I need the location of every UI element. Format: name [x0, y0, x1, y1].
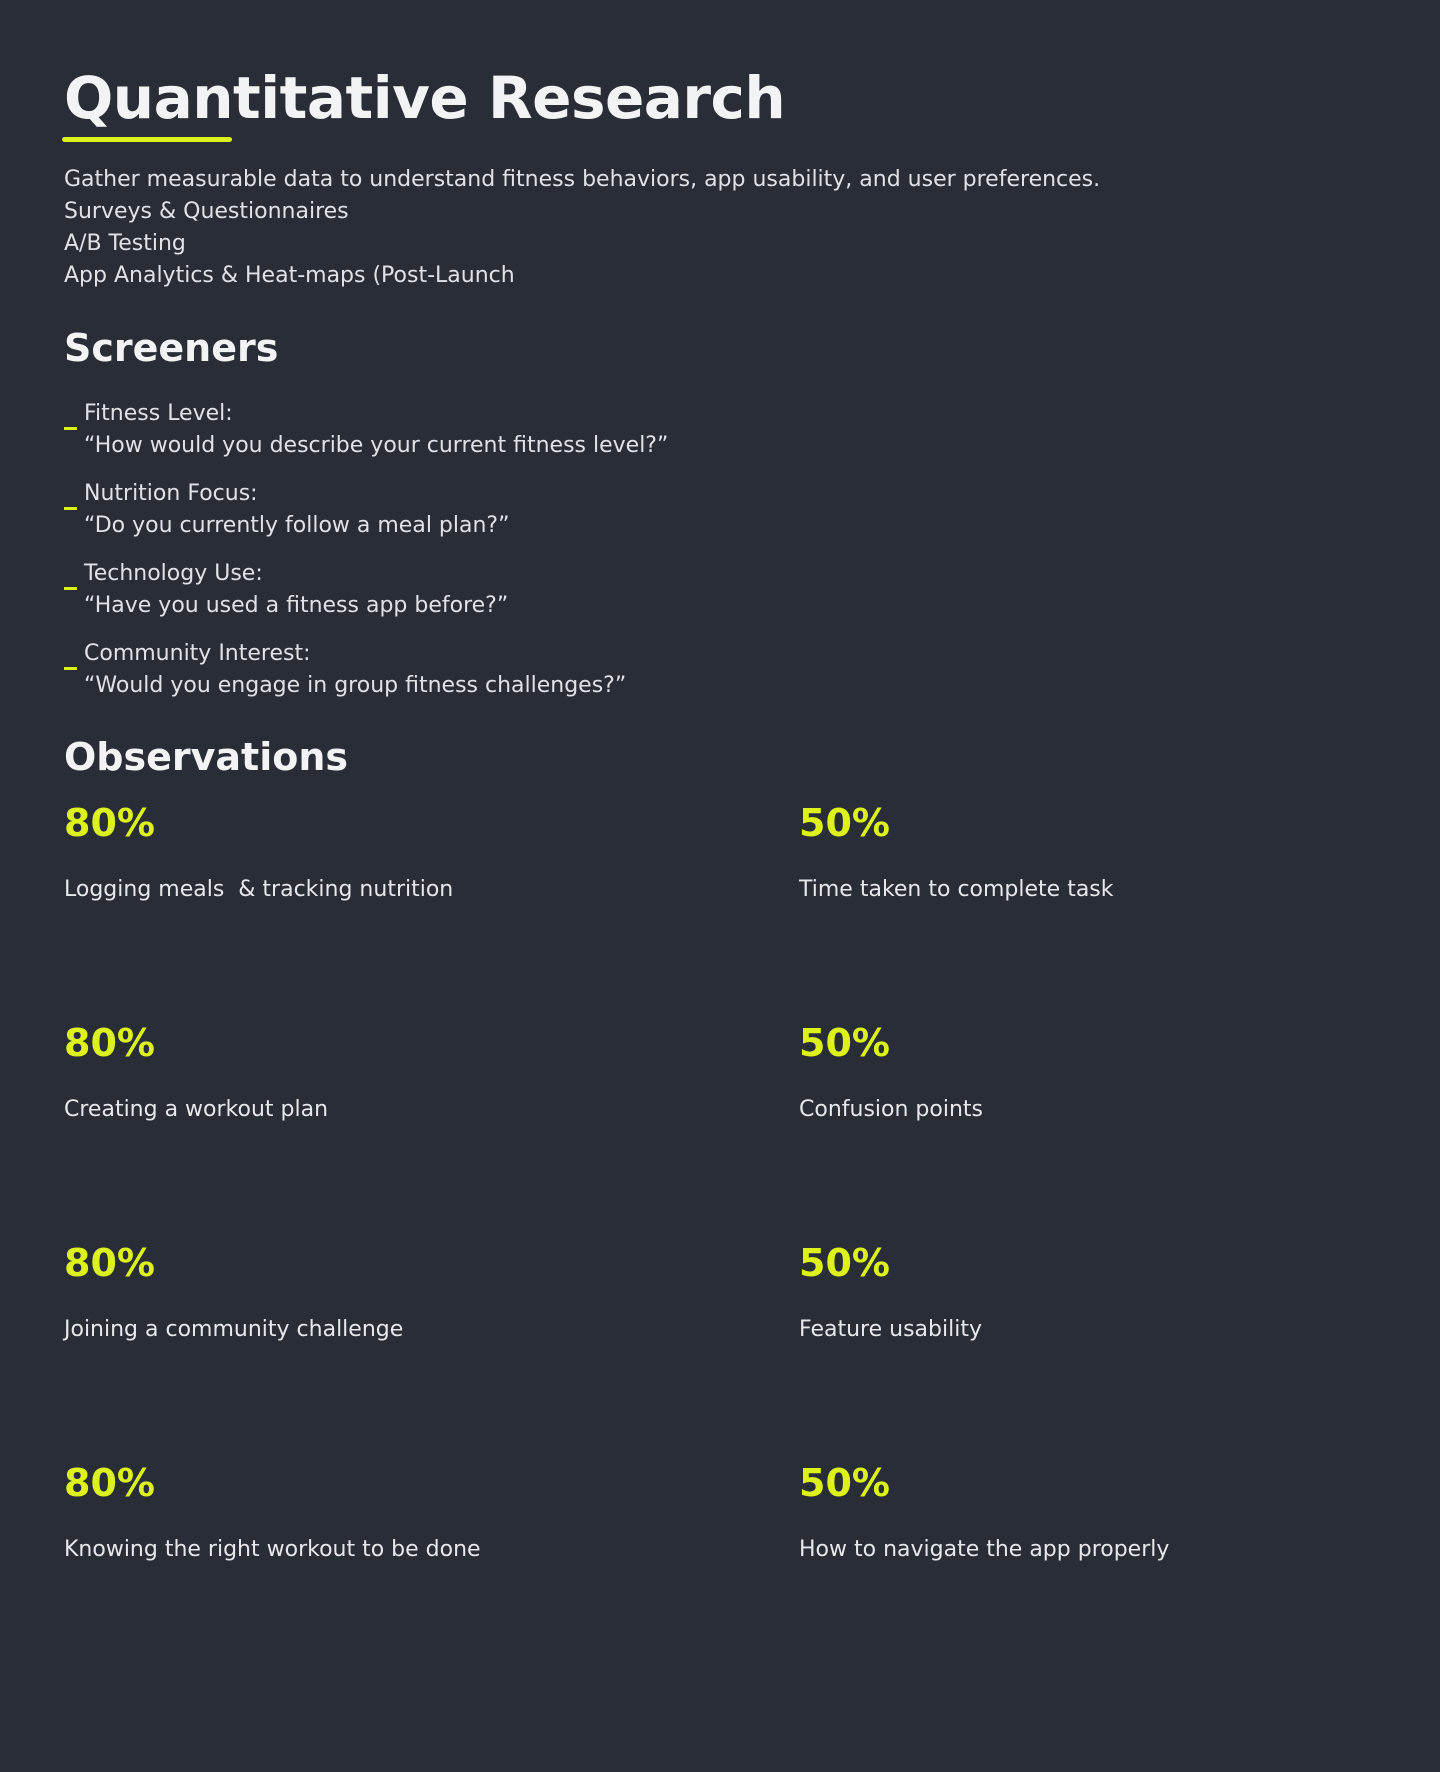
dash-bullet-icon	[64, 587, 77, 590]
screener-item-fitness-level	[64, 398, 964, 462]
observation-text: Creating a workout plan	[64, 1097, 329, 1122]
method-analytics: App Analytics & Heat-maps (Post-Launch	[64, 263, 515, 288]
screeners-heading: Screeners	[64, 326, 279, 370]
screener-label: Fitness Level:	[84, 401, 233, 426]
observation-percent: 50%	[799, 1021, 890, 1065]
observation-text: Logging meals & tracking nutrition	[64, 877, 454, 902]
observation-confusion-points	[799, 1020, 1439, 1160]
screener-label: Technology Use:	[84, 561, 263, 586]
observation-time-taken	[799, 800, 1439, 940]
observation-workout-plan	[64, 1020, 704, 1160]
title-underline-accent	[62, 137, 232, 142]
intro-summary: Gather measurable data to understand fitness behaviors, app usability, and user preferences.	[64, 167, 1101, 192]
observation-feature-usability	[799, 1240, 1439, 1380]
observation-text: Knowing the right workout to be done	[64, 1537, 481, 1562]
dash-bullet-icon	[64, 427, 77, 430]
observation-percent: 50%	[799, 1241, 890, 1285]
observation-navigate-app	[799, 1460, 1439, 1600]
observation-text: Time taken to complete task	[799, 877, 1114, 902]
observation-community-challenge	[64, 1240, 704, 1380]
screener-question: “Do you currently follow a meal plan?”	[84, 513, 510, 538]
observation-text: Feature usability	[799, 1317, 982, 1342]
observation-percent: 80%	[64, 801, 155, 845]
screener-question: “Have you used a fitness app before?”	[84, 593, 509, 618]
screener-item-technology-use	[64, 558, 964, 622]
screener-label: Community Interest:	[84, 641, 311, 666]
screener-question: “How would you describe your current fitness level?”	[84, 433, 669, 458]
observations-heading: Observations	[64, 735, 349, 779]
method-surveys: Surveys & Questionnaires	[64, 199, 349, 224]
dash-bullet-icon	[64, 667, 77, 670]
dash-bullet-icon	[64, 507, 77, 510]
observation-right-workout	[64, 1460, 704, 1600]
screener-item-nutrition-focus	[64, 478, 964, 542]
observation-text: Confusion points	[799, 1097, 983, 1122]
page-title: Quantitative Research	[64, 64, 786, 132]
observation-percent: 50%	[799, 1461, 890, 1505]
observation-text: Joining a community challenge	[64, 1317, 404, 1342]
screener-item-community-interest	[64, 638, 964, 702]
observation-percent: 80%	[64, 1021, 155, 1065]
method-ab-testing: A/B Testing	[64, 231, 186, 256]
observation-text: How to navigate the app properly	[799, 1537, 1170, 1562]
intro-block	[64, 164, 1100, 292]
screener-label: Nutrition Focus:	[84, 481, 258, 506]
observation-logging-meals	[64, 800, 704, 940]
observation-percent: 80%	[64, 1461, 155, 1505]
observation-percent: 80%	[64, 1241, 155, 1285]
screener-list	[64, 398, 964, 718]
screener-question: “Would you engage in group fitness challenges?”	[84, 673, 627, 698]
observation-percent: 50%	[799, 801, 890, 845]
